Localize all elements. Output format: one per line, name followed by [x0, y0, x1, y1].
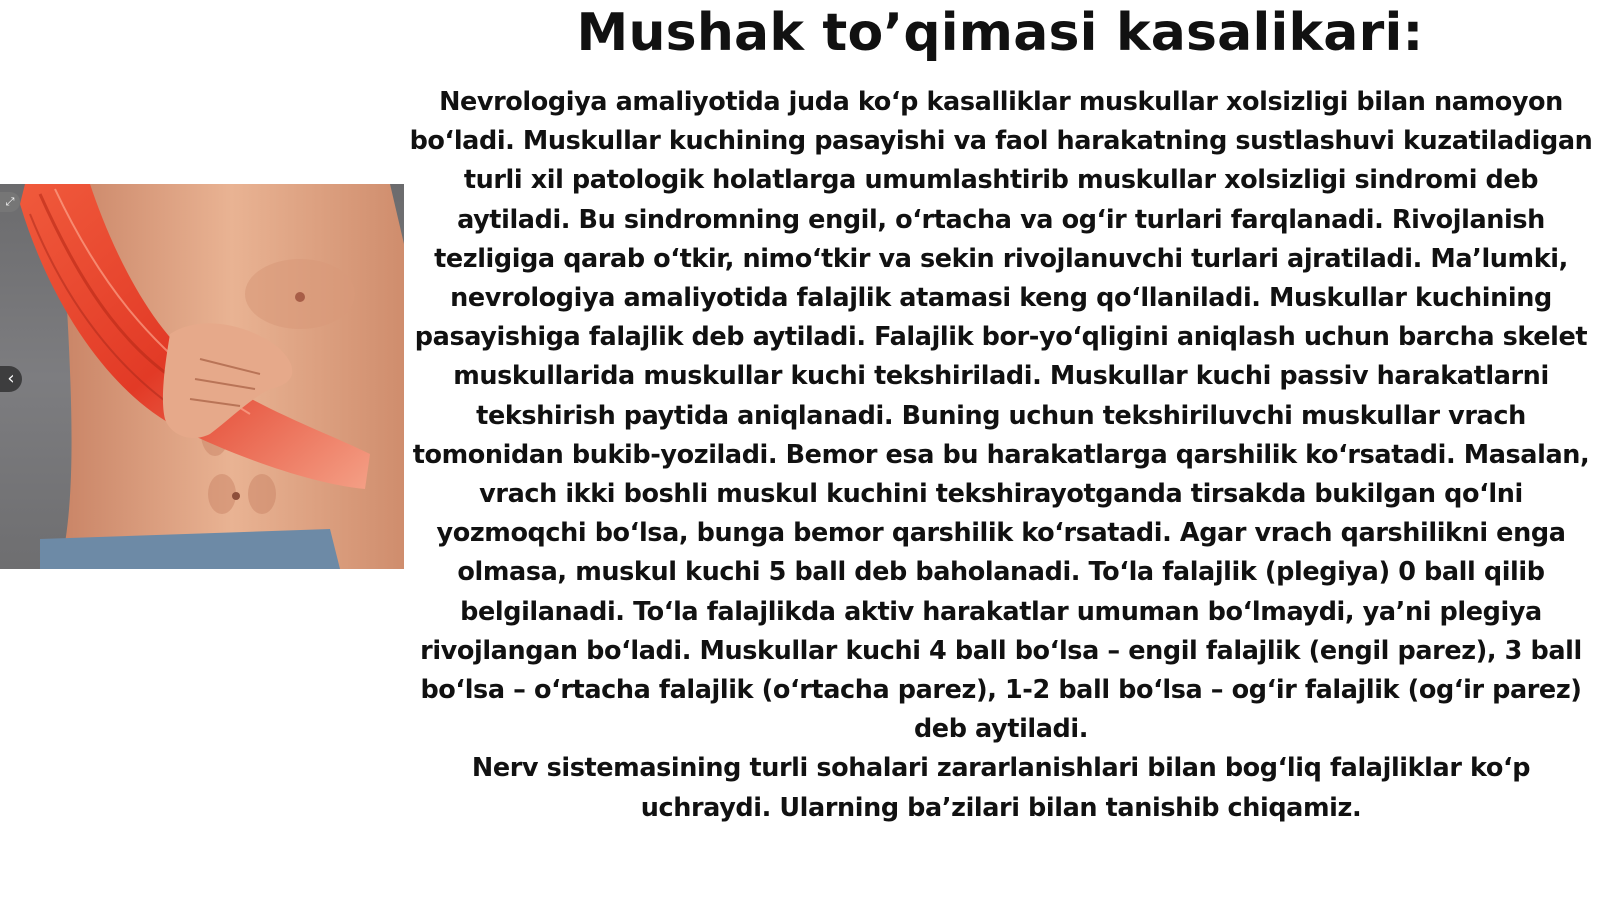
paragraph-paralysis-types: Nerv sistemasining turli sohalari zararlanishlari bilan bogʻliq falajliklar koʻp uchraydi. Ularning baʼzilari bilan tanishib chiqamiz.	[471, 753, 1531, 823]
body-text	[405, 83, 1597, 828]
arm-muscle-illustration	[0, 184, 404, 569]
paragraph-muscle-weakness: Nevrologiya amaliyotida juda koʻp kasalliklar muskullar xolsizligi bilan namoyon boʻladi. Muskullar kuchining pasayishi va faol harakatning sustlashuvi kuzatiladigan turli xil patologik holatlarga umumlashtirib muskullar xolsizligi sindromi deb aytiladi. Bu sindromning engil, oʻrtacha va ogʻir turlari farqlanadi. Rivojlanish tezligiga qarab oʻtkir, nimoʻtkir va sekin rivojlanuvchi turlari ajratiladi. Maʼlumki, nevrologiya amaliyotida falajlik atamasi keng qoʻllaniladi. Muskullar kuchining pasayishiga falajlik deb aytiladi. Falajlik bor-yoʻqligini aniqlash uchun barcha skelet muskullarida muskullar kuchi tekshiriladi. Muskullar kuchi passiv harakatlarni tekshirish paytida aniqlanadi. Buning uchun tekshiriluvchi muskullar vrach tomonidan bukib-yoziladi. Bemor esa bu harakatlarga qarshilik koʻrsatadi. Masalan, vrach ikki boshli muskul kuchini tekshirayotganda tirsakda bukilgan qoʻlni yozmoqchi boʻlsa, bunga bemor qarshilik koʻrsatadi. Agar vrach qarshilikni enga olmasa, muskul kuchi 5 ball deb baholanadi. Toʻla falajlik (plegiya) 0 ball qilib belgilanadi. Toʻla falajlikda aktiv harakatlar umuman boʻlmaydi, yaʼni plegiya rivojlangan boʻladi. Muskullar kuchi 4 ball boʻlsa – engil falajlik (engil parez), 3 ball boʻlsa – oʻrtacha falajlik (oʻrtacha parez), 1-2 ball boʻlsa – ogʻir falajlik (ogʻir parez) deb aytiladi.	[409, 87, 1593, 745]
chevron-left-icon[interactable]: ‹	[0, 366, 22, 392]
arm-muscle-photo	[0, 184, 404, 569]
page-title: Mushak to’qimasi kasalikari:	[576, 3, 1424, 63]
expand-icon[interactable]: ⤢	[0, 192, 20, 212]
